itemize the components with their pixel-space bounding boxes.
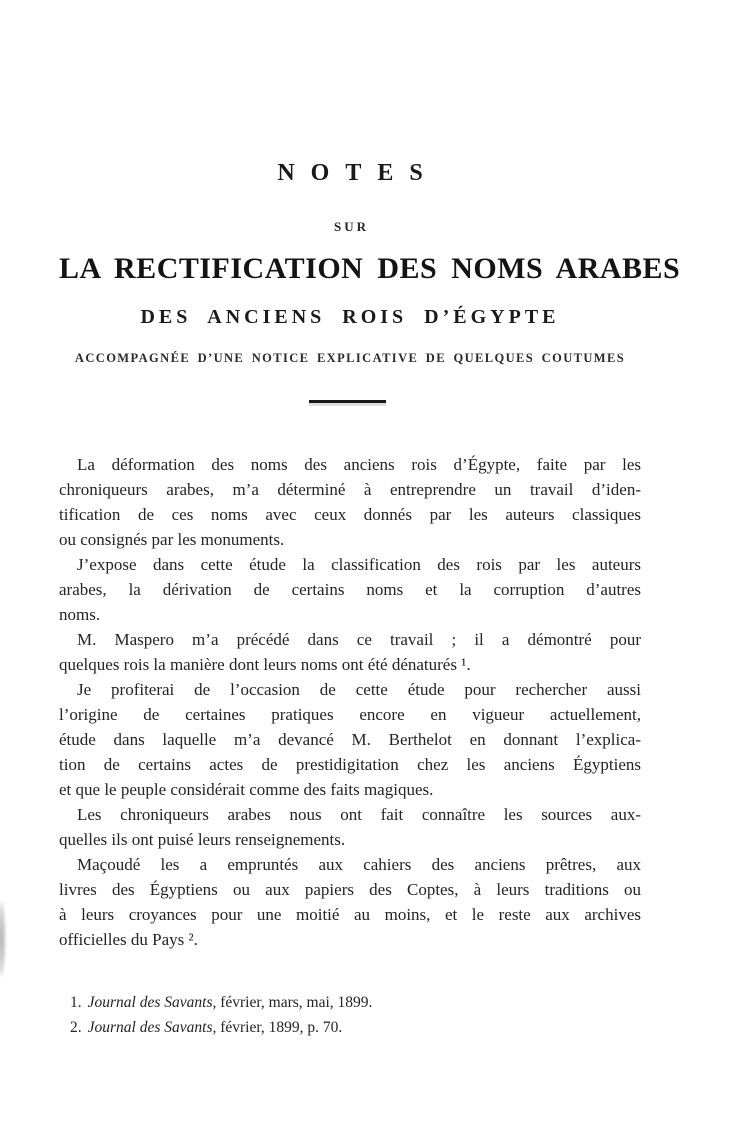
text-line: quelques rois la manière dont leurs noms ont été dénaturés ¹. — [59, 655, 471, 674]
paragraph — [59, 802, 641, 852]
footnotes — [59, 990, 641, 1040]
footnote-source-title: Journal des Savants, — [87, 1019, 217, 1036]
text-line: étude dans laquelle m’a devancé M. Berthelot en donnant l’explica- — [59, 730, 641, 749]
text-line: tification de ces noms avec ceux donnés par les auteurs classiques — [59, 505, 641, 524]
footnote-detail: février, 1899, p. 70. — [216, 1019, 343, 1036]
paragraph — [59, 552, 641, 627]
text-line: ou consignés par les monuments. — [59, 530, 285, 549]
text-line: l’origine de certaines pratiques encore en vigueur actuellement, — [59, 705, 641, 724]
text-line: La déformation des noms des anciens rois d’Égypte, faite par les — [77, 455, 641, 474]
text-line: Maçoudé les a empruntés aux cahiers des anciens prêtres, aux — [77, 855, 641, 874]
section-divider-rule — [309, 400, 386, 403]
qualifier-line: ACCOMPAGNÉE D’UNE NOTICE EXPLICATIVE DE QUELQUES COUTUMES — [74, 351, 626, 365]
text-line: tion de certains actes de prestidigitation chez les anciens Égyptiens — [59, 755, 641, 774]
text-line: officielles du Pays ². — [59, 930, 198, 949]
body-text — [59, 452, 641, 952]
text-line: Je profiterai de l’occasion de cette étude pour rechercher aussi — [77, 680, 641, 699]
footnote-entry — [59, 1015, 641, 1040]
page-title: NOTES — [277, 160, 439, 186]
footnote-number: 1. — [70, 994, 82, 1011]
footnote-source-title: Journal des Savants, — [87, 994, 217, 1011]
paragraph — [59, 852, 641, 952]
text-line: et que le peuple considérait comme des faits magiques. — [59, 780, 434, 799]
text-line: arabes, la dérivation de certains noms et la corruption d’autres — [59, 580, 641, 599]
paragraph — [59, 677, 641, 802]
title-connector: SUR — [333, 219, 369, 234]
subtitle: DES ANCIENS ROIS D’ÉGYPTE — [140, 306, 560, 328]
text-line: livres des Égyptiens ou aux papiers des Coptes, à leurs traditions ou — [59, 880, 641, 899]
text-line: Les chroniqueurs arabes nous ont fait connaître les sources aux- — [77, 805, 641, 824]
text-line: à leurs croyances pour une moitié au moins, et le reste aux archives — [59, 905, 641, 924]
text-line: noms. — [59, 605, 101, 624]
text-line: quelles ils ont puisé leurs renseignements. — [59, 830, 346, 849]
footnote-number: 2. — [70, 1019, 82, 1036]
scan-artifact-smudge — [0, 901, 6, 977]
main-title: LA RECTIFICATION DES NOMS ARABES — [59, 252, 681, 285]
footnote-entry — [59, 990, 641, 1015]
text-line: M. Maspero m’a précédé dans ce travail ; il a démontré pour — [77, 630, 641, 649]
paragraph — [59, 627, 641, 677]
text-line: chroniqueurs arabes, m’a déterminé à entreprendre un travail d’iden- — [59, 480, 641, 499]
footnote-detail: février, mars, mai, 1899. — [216, 994, 373, 1011]
text-line: J’expose dans cette étude la classification des rois par les auteurs — [77, 555, 641, 574]
paragraph — [59, 452, 641, 552]
